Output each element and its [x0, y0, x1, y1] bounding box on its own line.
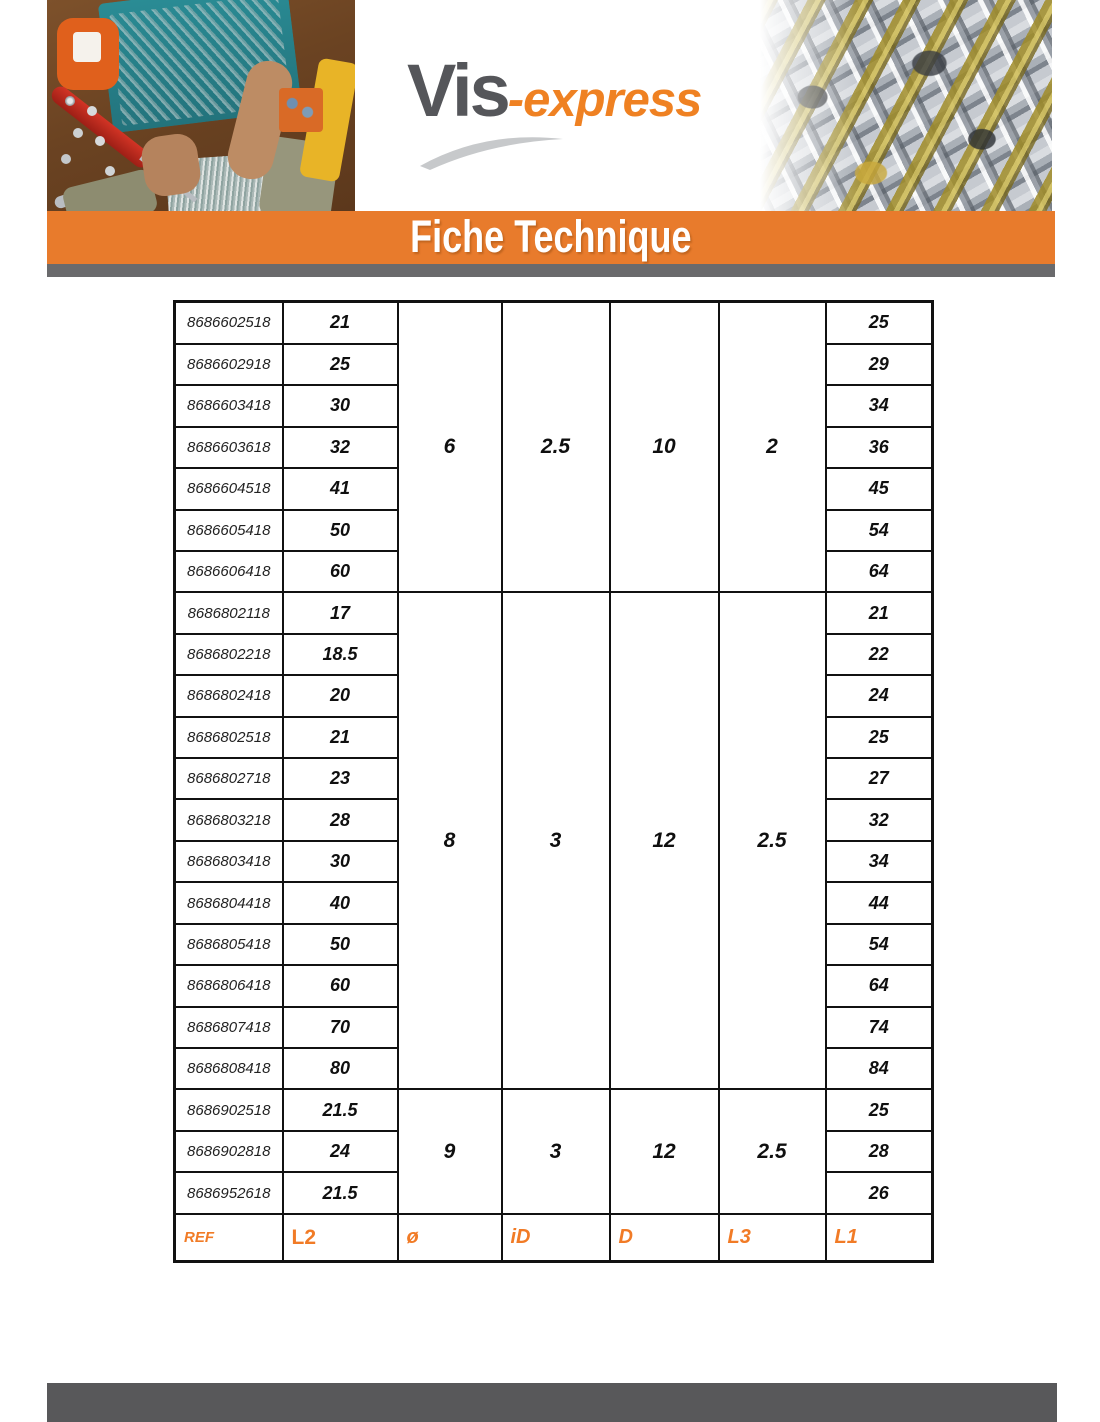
logo-text	[407, 48, 701, 133]
l1-cell: 34	[826, 385, 933, 426]
ref-cell: 8686802718	[175, 758, 283, 799]
l2-cell: 23	[283, 758, 398, 799]
l1-cell: 64	[826, 551, 933, 592]
washers-shape	[65, 96, 75, 106]
spec-table	[173, 300, 934, 1263]
l3-merged-cell: 2.5	[719, 592, 826, 1089]
photo-fade	[760, 0, 1052, 211]
table-row	[175, 592, 933, 633]
column-label-l3: L3	[719, 1214, 826, 1262]
l1-cell: 22	[826, 634, 933, 675]
l2-cell: 30	[283, 841, 398, 882]
ref-cell: 8686802518	[175, 717, 283, 758]
ref-cell: 8686606418	[175, 551, 283, 592]
l2-cell: 24	[283, 1131, 398, 1172]
ref-cell: 8686803418	[175, 841, 283, 882]
ref-cell: 8686807418	[175, 1007, 283, 1048]
tape-measure-shape	[57, 18, 119, 90]
ref-cell: 8686808418	[175, 1048, 283, 1089]
page-header	[0, 0, 1100, 211]
l1-cell: 32	[826, 799, 933, 840]
l2-cell: 20	[283, 675, 398, 716]
ref-cell: 8686602518	[175, 302, 283, 344]
l2-cell: 60	[283, 965, 398, 1006]
l1-cell: 25	[826, 717, 933, 758]
column-label-id: iD	[502, 1214, 610, 1262]
ref-cell: 8686802218	[175, 634, 283, 675]
l3-merged-cell: 2.5	[719, 1089, 826, 1214]
logo-swoosh-icon	[417, 126, 567, 170]
l1-cell: 36	[826, 427, 933, 468]
footer-bar	[47, 1383, 1057, 1422]
ref-cell: 8686805418	[175, 924, 283, 965]
column-label-l1: L1	[826, 1214, 933, 1262]
column-label-diameter: ø	[398, 1214, 502, 1262]
l1-cell: 28	[826, 1131, 933, 1172]
l2-cell: 32	[283, 427, 398, 468]
ref-cell: 8686902518	[175, 1089, 283, 1130]
ref-cell: 8686605418	[175, 510, 283, 551]
ref-cell: 8686802418	[175, 675, 283, 716]
ref-cell: 8686902818	[175, 1131, 283, 1172]
l1-cell: 44	[826, 882, 933, 923]
l2-cell: 21	[283, 717, 398, 758]
l2-cell: 50	[283, 924, 398, 965]
d-merged-cell: 12	[610, 592, 719, 1089]
l1-cell: 21	[826, 592, 933, 633]
l1-cell: 24	[826, 675, 933, 716]
phi-merged-cell: 6	[398, 302, 502, 593]
id-merged-cell: 3	[502, 592, 610, 1089]
ref-cell: 8686604518	[175, 468, 283, 509]
phi-merged-cell: 8	[398, 592, 502, 1089]
l3-merged-cell: 2	[719, 302, 826, 593]
ref-cell: 8686803218	[175, 799, 283, 840]
l2-cell: 30	[283, 385, 398, 426]
ref-cell: 8686804418	[175, 882, 283, 923]
l2-cell: 25	[283, 344, 398, 385]
l1-cell: 54	[826, 510, 933, 551]
title-banner	[47, 211, 1055, 264]
id-merged-cell: 2.5	[502, 302, 610, 593]
logo-part-express: -express	[507, 73, 702, 127]
phi-merged-cell: 9	[398, 1089, 502, 1214]
l1-cell: 25	[826, 1089, 933, 1130]
ref-cell: 8686602918	[175, 344, 283, 385]
l1-cell: 34	[826, 841, 933, 882]
ref-cell: 8686802118	[175, 592, 283, 633]
hand-shape	[139, 131, 203, 198]
l2-cell: 18.5	[283, 634, 398, 675]
screws-photo	[760, 0, 1052, 211]
l1-cell: 54	[826, 924, 933, 965]
logo-part-vis: Vis	[407, 49, 508, 132]
column-label-d: D	[610, 1214, 719, 1262]
banner-shadow-strip	[47, 264, 1055, 277]
l1-cell: 74	[826, 1007, 933, 1048]
l1-cell: 45	[826, 468, 933, 509]
ref-cell: 8686806418	[175, 965, 283, 1006]
l2-cell: 21.5	[283, 1172, 398, 1214]
d-merged-cell: 12	[610, 1089, 719, 1214]
ref-cell: 8686952618	[175, 1172, 283, 1214]
l2-cell: 17	[283, 592, 398, 633]
column-label-ref: REF	[175, 1214, 283, 1262]
l2-cell: 21.5	[283, 1089, 398, 1130]
l2-cell: 40	[283, 882, 398, 923]
l1-cell: 25	[826, 302, 933, 344]
l1-cell: 26	[826, 1172, 933, 1214]
l2-cell: 41	[283, 468, 398, 509]
l2-cell: 70	[283, 1007, 398, 1048]
l2-cell: 80	[283, 1048, 398, 1089]
d-merged-cell: 10	[610, 302, 719, 593]
l2-cell: 60	[283, 551, 398, 592]
ref-cell: 8686603618	[175, 427, 283, 468]
id-merged-cell: 3	[502, 1089, 610, 1214]
ref-cell: 8686603418	[175, 385, 283, 426]
l1-cell: 64	[826, 965, 933, 1006]
l2-cell: 21	[283, 302, 398, 344]
l2-cell: 28	[283, 799, 398, 840]
column-label-l2: L2	[283, 1214, 398, 1262]
page-title: Fiche Technique	[410, 211, 692, 262]
small-box-shape	[279, 88, 323, 132]
l1-cell: 29	[826, 344, 933, 385]
l1-cell: 27	[826, 758, 933, 799]
table-row	[175, 302, 933, 344]
l2-cell: 50	[283, 510, 398, 551]
table-header-row	[175, 1214, 933, 1262]
vis-express-logo	[355, 0, 760, 211]
l1-cell: 84	[826, 1048, 933, 1089]
table-row	[175, 1089, 933, 1130]
workbench-photo	[47, 0, 355, 211]
